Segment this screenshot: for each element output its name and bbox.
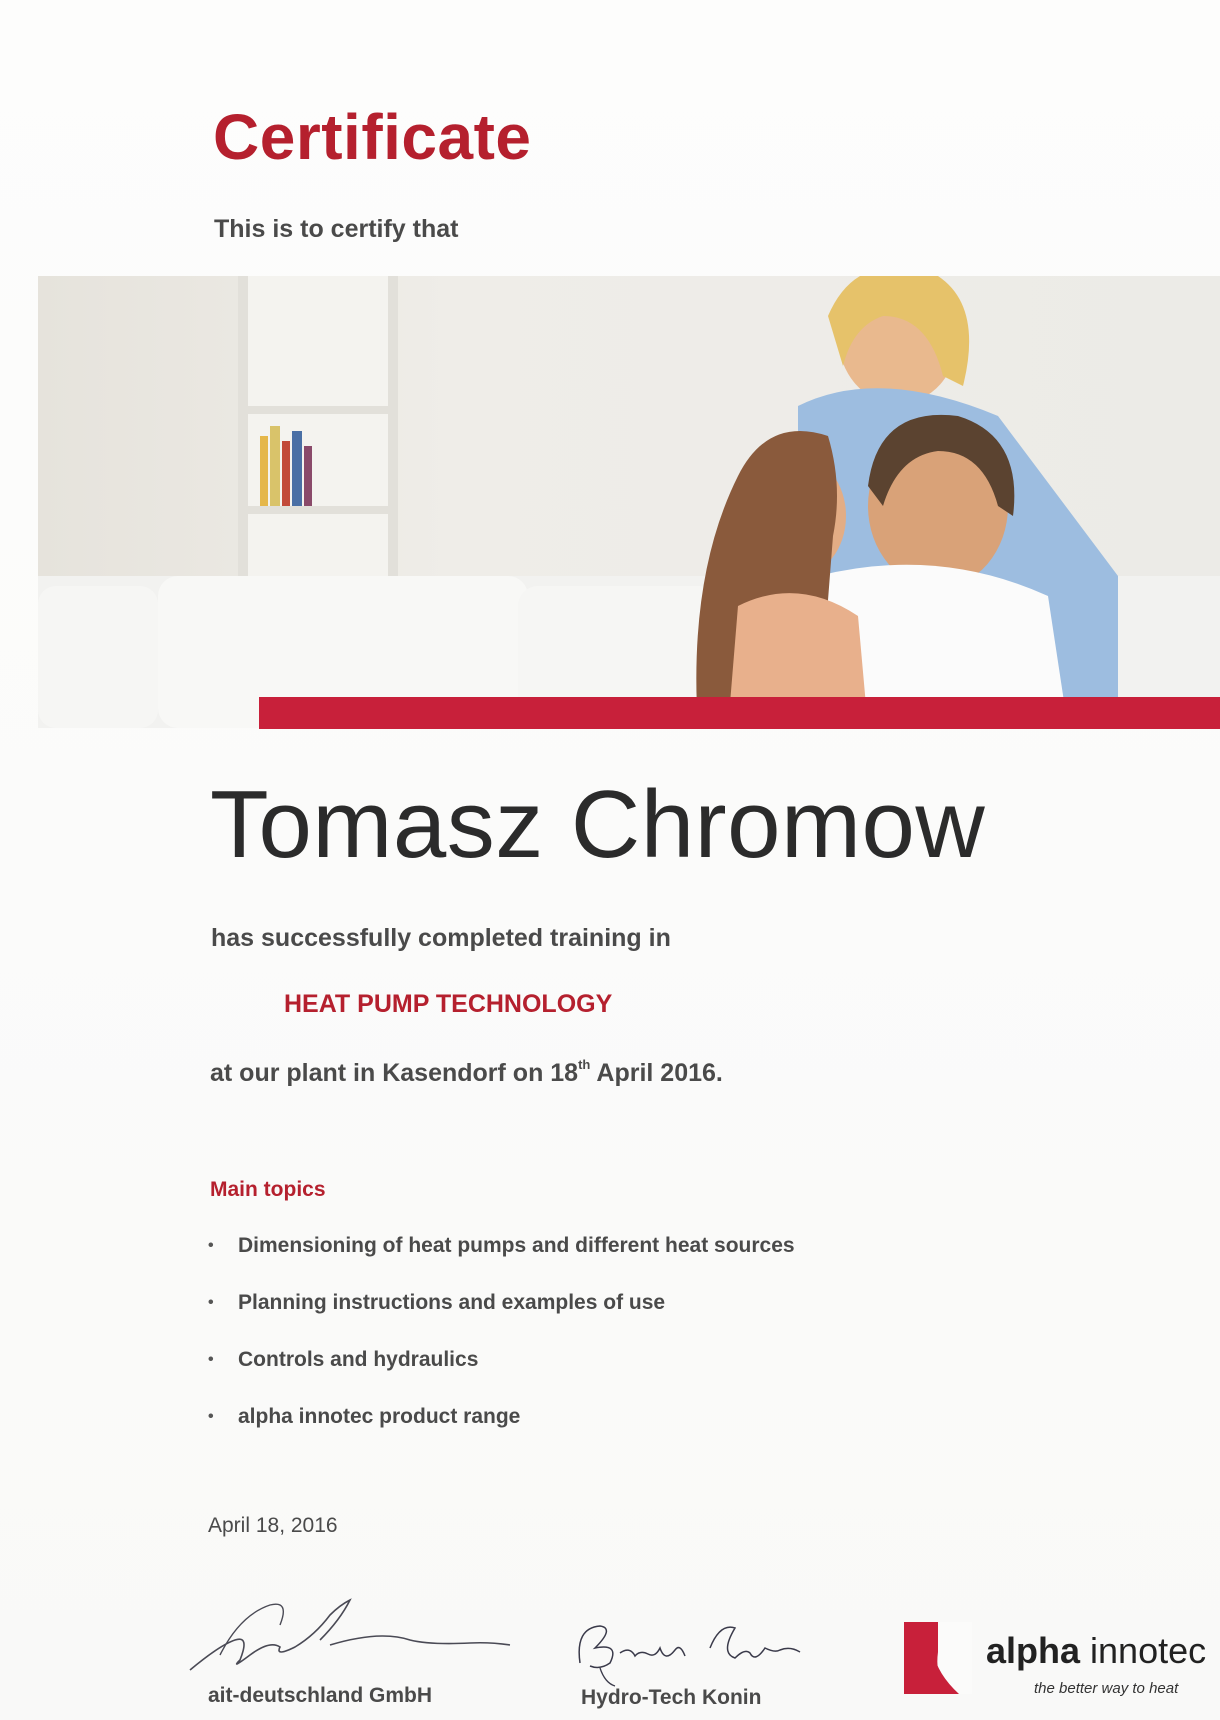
location-text: [210, 1057, 723, 1088]
certify-intro: This is to certify that: [214, 215, 459, 243]
certificate-title: Certificate: [213, 101, 532, 173]
family-photo: [38, 276, 1220, 728]
accent-band: [259, 697, 1220, 729]
completed-text: has successfully completed training in: [211, 924, 671, 952]
topic-label: Dimensioning of heat pumps and different heat sources: [238, 1234, 795, 1257]
bullet-icon: •: [208, 1237, 214, 1254]
alpha-innotec-logo: [904, 1622, 1207, 1702]
issue-date: April 18, 2016: [208, 1514, 338, 1537]
signatory-2-label: Hydro-Tech Konin: [581, 1686, 762, 1709]
list-item: [208, 1234, 795, 1291]
list-item: [208, 1291, 795, 1348]
logo-tagline: the better way to heat: [1034, 1680, 1179, 1697]
bullet-icon: •: [208, 1351, 214, 1368]
date-ordinal: th: [578, 1057, 591, 1072]
logo-name: [986, 1630, 1206, 1672]
signatory-1-label: ait-deutschland GmbH: [208, 1684, 433, 1707]
list-item: [208, 1348, 795, 1405]
logo-name-regular: innotec: [1080, 1630, 1207, 1671]
logo-mark-icon: [904, 1622, 972, 1694]
course-title: HEAT PUMP TECHNOLOGY: [284, 990, 613, 1018]
list-item: [208, 1405, 795, 1462]
logo-name-bold: alpha: [986, 1630, 1081, 1671]
bullet-icon: •: [208, 1408, 214, 1425]
topic-label: Planning instructions and examples of use: [238, 1291, 666, 1314]
recipient-name: Tomasz Chromow: [210, 771, 986, 878]
bullet-icon: •: [208, 1294, 214, 1311]
location-suffix: April 2016.: [590, 1059, 723, 1087]
signature-2: [560, 1608, 820, 1688]
topic-label: Controls and hydraulics: [238, 1348, 479, 1371]
topics-heading: Main topics: [210, 1178, 326, 1201]
location-prefix: at our plant in Kasendorf on 18: [210, 1059, 579, 1087]
topics-list: [208, 1234, 795, 1462]
topic-label: alpha innotec product range: [238, 1405, 521, 1428]
signature-1: [180, 1585, 520, 1675]
